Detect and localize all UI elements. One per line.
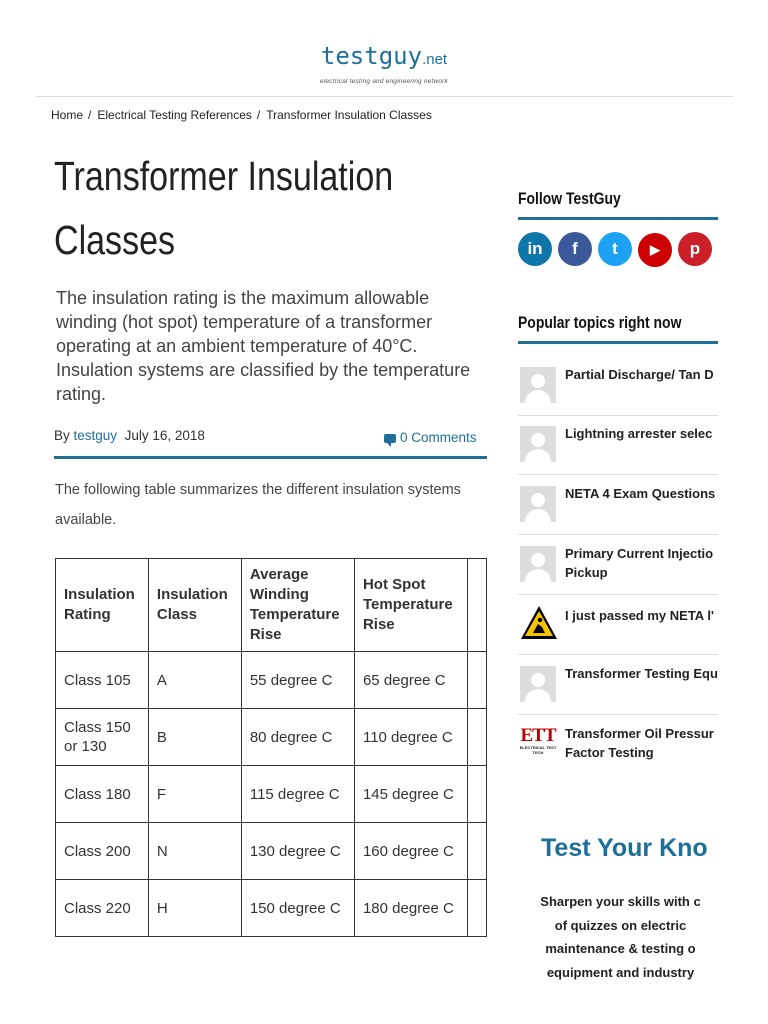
popular-item[interactable]: [518, 536, 718, 595]
comment-icon: [384, 434, 396, 443]
table-cell: Class 200: [56, 823, 149, 880]
by-label: By: [54, 428, 70, 443]
breadcrumb-current: Transformer Insulation Classes: [266, 108, 432, 122]
table-cell: F: [148, 766, 241, 823]
article-meta: [54, 428, 205, 443]
pinterest-icon[interactable]: p: [678, 232, 712, 266]
comments-link[interactable]: [384, 430, 477, 445]
table-cell-overflow: [468, 823, 487, 880]
table-cell-overflow: [468, 766, 487, 823]
logo-main-text: testguy: [320, 42, 423, 70]
table-cell: 80 degree C: [241, 709, 354, 766]
article-intro: The following table summarizes the different insulation systems available.: [55, 482, 461, 528]
header-divider: [36, 96, 733, 97]
quiz-heading: Test Your Kno: [541, 834, 708, 862]
table-cell: Class 150 or 130: [56, 709, 149, 766]
popular-item[interactable]: [518, 476, 718, 535]
column-header: Insulation Rating: [56, 559, 149, 652]
author-link[interactable]: testguy: [73, 428, 118, 443]
follow-heading: Follow TestGuy: [518, 189, 621, 208]
table-cell: N: [148, 823, 241, 880]
site-logo[interactable]: [0, 42, 768, 70]
table-cell: 55 degree C: [241, 652, 354, 709]
table-cell: 150 degree C: [241, 880, 354, 937]
popular-item[interactable]: [518, 416, 718, 475]
column-header: Insulation Class: [148, 559, 241, 652]
avatar: [520, 426, 556, 462]
avatar: [520, 486, 556, 522]
social-links: [518, 232, 718, 268]
table-row: [56, 766, 487, 823]
table-cell: Class 105: [56, 652, 149, 709]
column-header: Hot Spot Temperature Rise: [354, 559, 467, 652]
column-header-overflow: [468, 559, 487, 652]
popular-item-title: I just passed my NETA l': [565, 608, 715, 623]
popular-item[interactable]: [518, 596, 718, 655]
warning-icon: [520, 604, 558, 642]
table-row: [56, 652, 487, 709]
linkedin-icon[interactable]: in: [518, 232, 552, 266]
popular-item-title: NETA 4 Exam Questions: [565, 486, 716, 501]
popular-item-title: Partial Discharge/ Tan D: [565, 367, 714, 382]
breadcrumb-separator: /: [256, 108, 261, 122]
avatar: [520, 367, 556, 403]
table-cell: H: [148, 880, 241, 937]
breadcrumb-section[interactable]: Electrical Testing References: [97, 108, 252, 122]
table-cell: 145 degree C: [354, 766, 467, 823]
popular-item[interactable]: [518, 716, 718, 774]
facebook-icon[interactable]: f: [558, 232, 592, 266]
insulation-table-container: [55, 558, 487, 944]
table-cell: 110 degree C: [354, 709, 467, 766]
page-title: Transformer Insulation Classes: [54, 153, 394, 263]
column-header: Average Winding Temperature Rise: [241, 559, 354, 652]
site-tagline: electrical testing and engineering network: [320, 78, 448, 85]
table-cell: B: [148, 709, 241, 766]
table-row: [56, 709, 487, 766]
table-cell: 115 degree C: [241, 766, 354, 823]
table-row: [56, 880, 487, 937]
youtube-icon[interactable]: ▶: [638, 233, 672, 267]
table-cell-overflow: [468, 709, 487, 766]
twitter-icon[interactable]: t: [598, 232, 632, 266]
popular-heading: Popular topics right now: [518, 313, 682, 332]
follow-divider: [518, 217, 718, 220]
table-cell: A: [148, 652, 241, 709]
ett-logo-icon: ETT ELECTRICAL TEST TECH: [519, 725, 557, 755]
table-cell: 160 degree C: [354, 823, 467, 880]
popular-item-title: Transformer Testing Equ: [565, 666, 718, 681]
post-date: July 16, 2018: [124, 428, 205, 443]
table-row: [56, 823, 487, 880]
insulation-table: [55, 558, 487, 937]
avatar: [520, 546, 556, 582]
table-cell-overflow: [468, 880, 487, 937]
comments-count: 0 Comments: [400, 430, 477, 445]
article-lead: The insulation rating is the maximum allowable winding (hot spot) temperature of a transformer operating at an ambient temperature of 40°C. Insulation systems are classified by the temperature rating.: [56, 288, 471, 404]
table-cell: 180 degree C: [354, 880, 467, 937]
table-cell-overflow: [468, 652, 487, 709]
breadcrumb: [51, 108, 435, 122]
popular-item[interactable]: [518, 656, 718, 715]
quiz-description: Sharpen your skills with c of quizzes on electric maintenance & testing o equipment and industry: [540, 894, 701, 980]
table-cell: 130 degree C: [241, 823, 354, 880]
table-cell: Class 180: [56, 766, 149, 823]
popular-item-title: Lightning arrester selec: [565, 426, 713, 441]
meta-divider: [54, 456, 487, 459]
logo-tld-text: .net: [422, 51, 448, 68]
table-cell: 65 degree C: [354, 652, 467, 709]
breadcrumb-home[interactable]: Home: [51, 108, 84, 122]
popular-item[interactable]: [518, 357, 718, 416]
table-cell: Class 220: [56, 880, 149, 937]
table-header-row: [56, 559, 487, 652]
breadcrumb-separator: /: [88, 108, 92, 122]
popular-item-title: Primary Current Injectio Pickup: [565, 546, 714, 580]
avatar: [520, 666, 556, 702]
popular-item-title: Transformer Oil Pressur Factor Testing: [565, 726, 714, 760]
popular-divider: [518, 341, 718, 344]
